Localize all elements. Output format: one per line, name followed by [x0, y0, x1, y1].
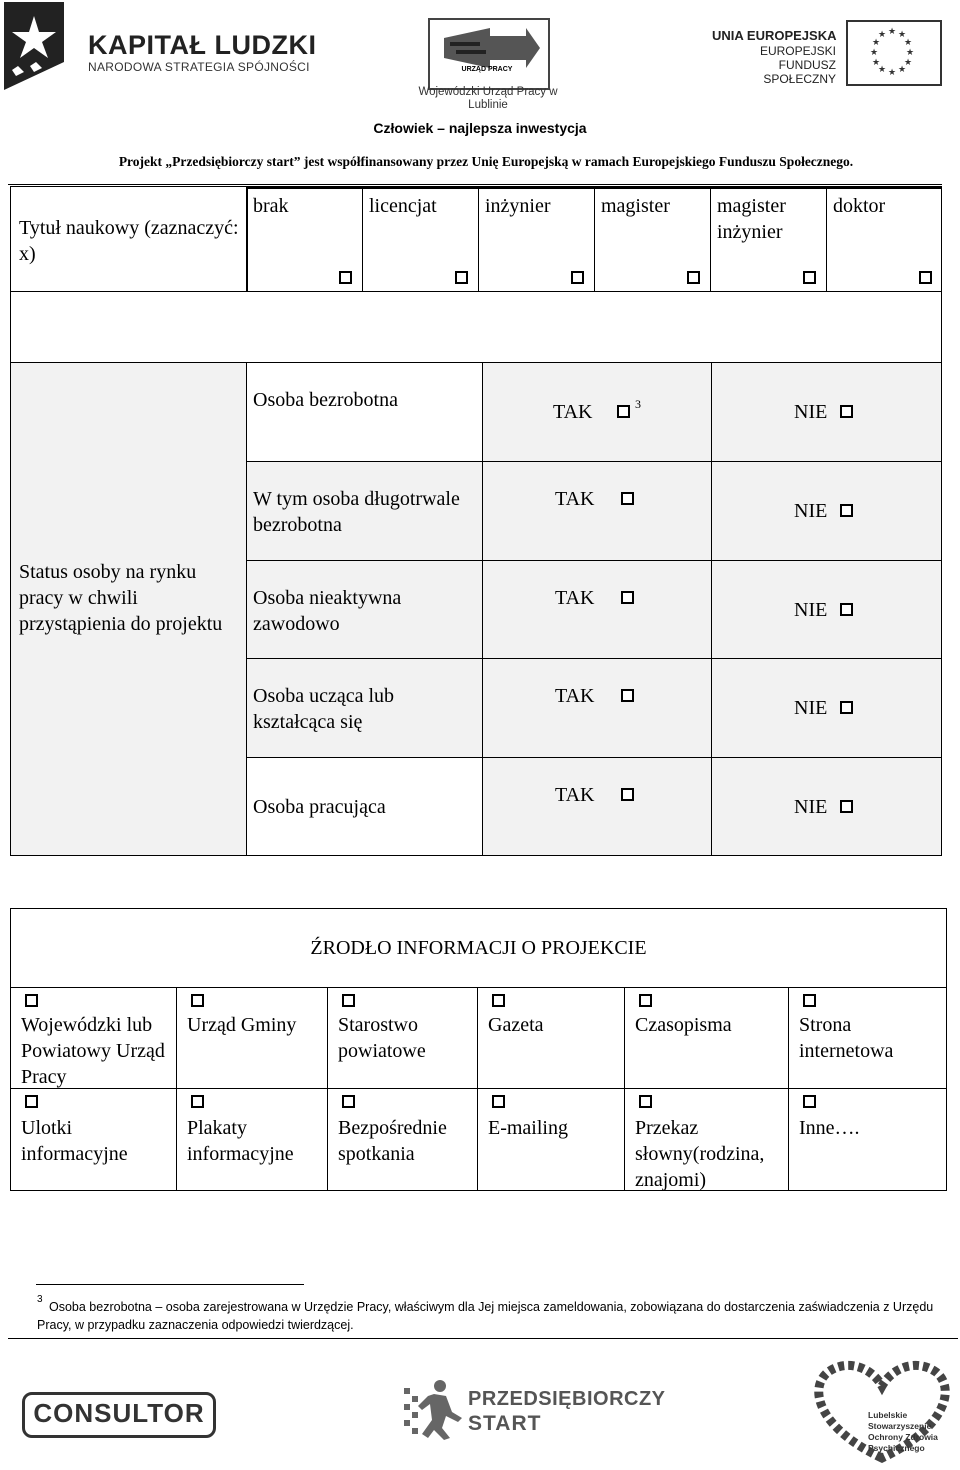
checkbox-icon[interactable] [621, 689, 634, 702]
status-row-label: Osoba bezrobotna [253, 389, 398, 411]
yes-label: TAK [553, 401, 593, 423]
status-yes-cell[interactable] [482, 658, 712, 758]
status-no-cell[interactable] [711, 658, 942, 758]
checkbox-icon[interactable] [621, 591, 634, 604]
source-option-label: Plakaty informacyjne [187, 1117, 294, 1165]
yes-label: TAK [555, 488, 595, 510]
status-no-cell[interactable] [711, 461, 942, 561]
status-row-label: Osoba nieaktywna zawodowo [253, 587, 402, 635]
degree-label-cell [10, 186, 248, 292]
wup-name: Wojewódzki Urząd Pracy w Lublinie [418, 86, 558, 111]
status-yes-cell[interactable] [482, 461, 712, 561]
status-row-label-cell [246, 560, 483, 659]
checkbox-icon[interactable] [840, 504, 853, 517]
source-option-cell[interactable] [624, 987, 789, 1089]
checkbox-icon[interactable] [492, 994, 505, 1007]
urzad-pracy-arrow-icon [430, 20, 544, 84]
checkbox-icon[interactable] [342, 994, 355, 1007]
ue-title: UNIA EUROPEJSKA [712, 28, 837, 43]
ls-line2: Ochrony Zdrowia Psychicznego [868, 1432, 938, 1453]
degree-option-label: brak [253, 195, 289, 217]
wup-badge-label: URZĄD PRACY [461, 66, 513, 73]
checkbox-icon[interactable] [342, 1095, 355, 1108]
kapital-ludzki-subtitle: NARODOWA STRATEGIA SPÓJNOŚCI [88, 60, 310, 74]
status-no-cell[interactable] [711, 362, 942, 462]
no-label: NIE [794, 697, 828, 719]
footnote-mark: 3 [635, 397, 641, 411]
kapital-ludzki-star-logo [4, 2, 64, 90]
source-option-label: Czasopisma [635, 1014, 732, 1036]
source-option-cell[interactable] [788, 1088, 947, 1191]
degree-option-magister-inzynier[interactable] [710, 186, 827, 292]
no-label: NIE [794, 599, 828, 621]
checkbox-icon[interactable] [621, 788, 634, 801]
svg-text:★: ★ [904, 38, 913, 48]
degree-option-licencjat[interactable] [362, 186, 479, 292]
status-no-cell[interactable] [711, 757, 942, 856]
svg-text:★: ★ [878, 30, 887, 40]
svg-text:★: ★ [888, 68, 897, 78]
przedsiebiorczy-start-line2: START [468, 1412, 542, 1435]
checkbox-icon[interactable] [617, 405, 630, 418]
checkbox-icon[interactable] [840, 800, 853, 813]
source-option-cell[interactable] [10, 1088, 177, 1191]
source-option-label: Strona internetowa [799, 1014, 894, 1062]
svg-text:★: ★ [898, 65, 907, 75]
source-option-cell[interactable] [788, 987, 947, 1089]
checkbox-icon[interactable] [919, 271, 932, 284]
ls-line1: Lubelskie Stowarzyszenie [868, 1410, 932, 1431]
checkbox-icon[interactable] [803, 994, 816, 1007]
checkbox-icon[interactable] [639, 1095, 652, 1108]
status-row-label-cell [246, 757, 483, 856]
source-option-label: Urząd Gminy [187, 1014, 297, 1036]
svg-text:★: ★ [898, 30, 907, 40]
ue-fund-name [708, 44, 836, 86]
source-option-cell[interactable] [327, 987, 478, 1089]
status-label-cell [10, 362, 247, 856]
checkbox-icon[interactable] [25, 994, 38, 1007]
degree-option-label: magister inżynier [717, 195, 786, 243]
yes-label: TAK [555, 685, 595, 707]
source-option-cell[interactable] [176, 987, 328, 1089]
yes-label: TAK [555, 587, 595, 609]
checkbox-icon[interactable] [803, 271, 816, 284]
consultor-logo-text: CONSULTOR [33, 1398, 205, 1428]
svg-text:★: ★ [888, 27, 897, 37]
svg-text:★: ★ [906, 48, 915, 58]
degree-option-magister[interactable] [594, 186, 711, 292]
source-option-label: Starostwo powiatowe [338, 1014, 426, 1062]
status-yes-cell[interactable] [482, 362, 712, 462]
source-option-label: Ulotki informacyjne [21, 1117, 128, 1165]
degree-option-label: licencjat [369, 195, 437, 217]
source-title-cell [10, 908, 947, 988]
source-option-cell[interactable] [624, 1088, 789, 1191]
status-yes-cell[interactable] [482, 560, 712, 659]
degree-option-label: magister [601, 195, 670, 217]
svg-text:★: ★ [872, 38, 881, 48]
status-row-label: W tym osoba długotrwale bezrobotna [253, 488, 460, 536]
source-option-label: Bezpośrednie spotkania [338, 1117, 447, 1165]
status-row-label-cell [246, 461, 483, 561]
ue-sub-line1: EUROPEJSKI [759, 44, 836, 58]
source-option-label: Gazeta [488, 1014, 544, 1036]
spacer-row [10, 291, 942, 363]
checkbox-icon[interactable] [191, 1095, 204, 1108]
przedsiebiorczy-start-line1: PRZEDSIĘBIORCZY [468, 1388, 666, 1410]
footer-divider [8, 1338, 958, 1339]
status-label: Status osoby na rynku pracy w chwili przystąpienia do projektu [19, 561, 223, 635]
svg-text:★: ★ [878, 65, 887, 75]
checkbox-icon[interactable] [339, 271, 352, 284]
status-row-label: Osoba ucząca lub kształcąca się [253, 685, 395, 733]
status-row-label: Osoba pracująca [253, 796, 386, 818]
motto: Człowiek – najlepsza inwestycja [373, 120, 587, 136]
lubelskie-stowarzyszenie-text [868, 1410, 958, 1454]
source-option-label: Przekaz słowny(rodzina, znajomi) [635, 1117, 765, 1191]
przedsiebiorczy-start-runner-icon [404, 1378, 464, 1440]
source-option-cell[interactable] [176, 1088, 328, 1191]
eu-flag-icon [846, 20, 942, 86]
source-option-label: Wojewódzki lub Powiatowy Urząd Pracy [21, 1014, 165, 1088]
project-funding-line: Projekt „Przedsiębiorczy start” jest współfinansowany przez Unię Europejską w ramach Europejskiego Funduszu Społecznego. [118, 154, 854, 169]
checkbox-icon[interactable] [621, 492, 634, 505]
kapital-ludzki-title: KAPITAŁ LUDZKI [88, 30, 317, 60]
svg-text:★: ★ [872, 58, 881, 68]
degree-option-doktor[interactable] [826, 186, 942, 292]
status-no-cell[interactable] [711, 560, 942, 659]
no-label: NIE [794, 796, 828, 818]
degree-option-label: doktor [833, 195, 886, 217]
degree-option-brak[interactable] [246, 186, 363, 292]
no-label: NIE [794, 401, 828, 423]
degree-option-label: inżynier [485, 195, 551, 217]
checkbox-icon[interactable] [803, 1095, 816, 1108]
status-row-label-cell [246, 362, 483, 462]
ue-sub-line2: FUNDUSZ SPOŁECZNY [763, 58, 836, 86]
source-option-cell[interactable] [327, 1088, 478, 1191]
header-divider [8, 184, 942, 185]
no-label: NIE [794, 500, 828, 522]
yes-label: TAK [555, 784, 595, 806]
degree-option-inzynier[interactable] [478, 186, 595, 292]
source-option-cell[interactable] [477, 1088, 625, 1191]
source-option-label: Inne…. [799, 1117, 860, 1139]
degree-label: Tytuł naukowy (zaznaczyć: x) [19, 217, 239, 265]
checkbox-icon[interactable] [840, 701, 853, 714]
source-option-cell[interactable] [10, 987, 177, 1089]
checkbox-icon[interactable] [492, 1095, 505, 1108]
checkbox-icon[interactable] [687, 271, 700, 284]
footnote-separator [36, 1284, 304, 1285]
source-option-label: E-mailing [488, 1117, 568, 1139]
footnote-text: Osoba bezrobotna – osoba zarejestrowana w Urzędzie Pracy, właściwym dla Jej miejsca zameldowania, zobowiązana do dostarczenia zaświadczenia z Urzędu Pracy, w przypadku zaznaczenia odpowiedzi twierdzącej. [37, 1300, 934, 1332]
footnote-number: 3 [37, 1294, 43, 1305]
svg-text:★: ★ [870, 48, 879, 58]
checkbox-icon[interactable] [25, 1095, 38, 1108]
checkbox-icon[interactable] [571, 271, 584, 284]
checkbox-icon[interactable] [455, 271, 468, 284]
checkbox-icon[interactable] [840, 405, 853, 418]
status-row-label-cell [246, 658, 483, 758]
source-title: ŹRODŁO INFORMACJI O PROJEKCIE [310, 937, 647, 959]
status-yes-cell[interactable] [482, 757, 712, 856]
wup-logo [428, 18, 550, 90]
source-option-cell[interactable] [477, 987, 625, 1089]
checkbox-icon[interactable] [840, 603, 853, 616]
checkbox-icon[interactable] [191, 994, 204, 1007]
checkbox-icon[interactable] [639, 994, 652, 1007]
svg-text:★: ★ [904, 58, 913, 68]
